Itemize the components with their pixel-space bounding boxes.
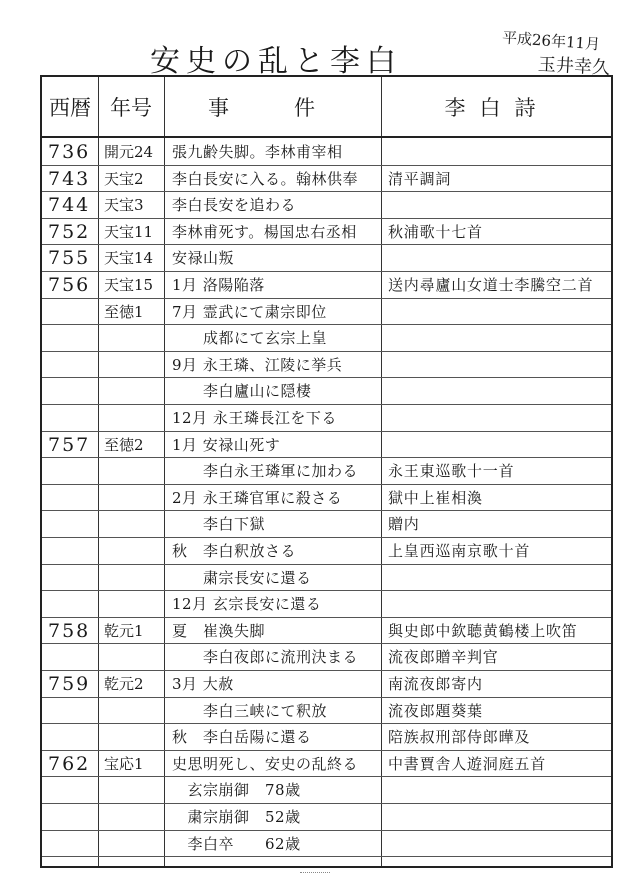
row-event-cell: 李白永王璘軍に加わる — [172, 462, 359, 481]
row-divider — [42, 351, 611, 352]
row-year-cell: 758 — [48, 619, 91, 642]
row-event-cell: 李白卒 62歳 — [172, 834, 301, 853]
row-divider — [42, 324, 611, 325]
row-era-cell: 天宝2 — [104, 169, 144, 188]
row-poem-cell: 陪族叔刑部侍郎曄及 — [388, 728, 531, 747]
header-event: 事 件 — [208, 96, 337, 120]
row-divider — [42, 431, 611, 432]
row-year-cell: 743 — [48, 167, 91, 190]
row-event-cell: 3月 大赦 — [172, 675, 234, 693]
row-poem-cell: 贈内 — [388, 515, 420, 534]
row-event-cell: 秋 李白釈放さる — [172, 542, 297, 560]
chronology-table — [40, 75, 613, 868]
row-event-cell: 安禄山叛 — [172, 249, 235, 268]
row-year-cell: 755 — [48, 247, 91, 270]
row-era-cell: 乾元1 — [104, 621, 144, 640]
row-divider — [42, 484, 611, 485]
row-event-cell: 李白長安に入る。翰林供奉 — [172, 169, 359, 188]
row-event-cell: 秋 李白岳陽に還る — [172, 728, 312, 747]
row-year-cell: 756 — [48, 274, 91, 296]
row-poem-cell: 中書賈舎人遊洞庭五首 — [388, 754, 547, 773]
row-event-cell: 李白廬山に隠棲 — [172, 382, 312, 401]
header-divider — [42, 136, 611, 138]
row-poem-cell: 上皇西巡南京歌十首 — [388, 542, 531, 560]
row-year-cell: 762 — [48, 752, 91, 775]
row-era-cell: 宝応1 — [104, 754, 144, 773]
row-divider — [42, 377, 611, 378]
row-divider — [42, 590, 611, 591]
row-event-cell: 12月 玄宗長安に還る — [172, 595, 322, 614]
row-event-cell: 李白三峡にて釈放 — [172, 701, 328, 720]
row-divider — [42, 750, 611, 751]
row-event-cell: 7月 霊武にて粛宗即位 — [172, 302, 327, 321]
footer-mark — [300, 872, 330, 879]
row-divider — [42, 803, 611, 804]
header-era: 年号 — [110, 96, 152, 120]
row-divider — [42, 298, 611, 299]
row-divider — [42, 457, 611, 458]
row-divider — [42, 271, 611, 272]
column-divider — [164, 77, 165, 866]
row-event-cell: 粛宗崩御 52歳 — [172, 808, 301, 826]
row-event-cell: 粛宗長安に還る — [172, 568, 312, 587]
row-divider — [42, 723, 611, 724]
row-event-cell: 9月 永王璘、江陵に挙兵 — [172, 355, 343, 374]
row-era-cell: 至徳2 — [104, 435, 144, 454]
row-divider — [42, 165, 611, 166]
row-poem-cell: 流夜郎贈辛判官 — [388, 648, 499, 667]
row-divider — [42, 537, 611, 538]
row-era-cell: 天宝3 — [104, 196, 144, 215]
column-divider — [98, 77, 99, 866]
row-era-cell: 至徳1 — [104, 302, 144, 321]
row-poem-cell: 與史郎中欽聴黄鶴楼上吹笛 — [388, 621, 578, 640]
document-title: 安史の乱と李白 — [150, 44, 402, 79]
row-event-cell: 2月 永王璘官軍に殺さる — [172, 488, 343, 507]
row-divider — [42, 776, 611, 777]
row-year-cell: 759 — [48, 673, 91, 695]
row-divider — [42, 697, 611, 698]
column-divider — [381, 77, 382, 866]
document-author: 玉井幸久 — [537, 54, 611, 79]
row-event-cell: 1月 洛陽陥落 — [172, 276, 265, 294]
row-divider — [42, 643, 611, 644]
row-era-cell: 開元24 — [104, 143, 154, 161]
row-event-cell: 張九齢失脚。李林甫宰相 — [172, 143, 343, 161]
row-poem-cell: 清平調詞 — [388, 169, 452, 188]
row-poem-cell: 南流夜郎寄内 — [388, 675, 483, 693]
row-divider — [42, 218, 611, 219]
row-divider — [42, 856, 611, 857]
row-year-cell: 757 — [48, 433, 91, 456]
row-year-cell: 744 — [48, 194, 91, 217]
row-event-cell: 夏 崔渙失脚 — [172, 621, 266, 640]
row-event-cell: 成都にて玄宗上皇 — [172, 329, 328, 348]
row-event-cell: 李白長安を追わる — [172, 196, 297, 215]
row-divider — [42, 617, 611, 618]
row-event-cell: 12月 永王璘長江を下る — [172, 409, 337, 427]
row-divider — [42, 510, 611, 511]
row-event-cell: 李林甫死す。楊国忠右丞相 — [172, 222, 357, 241]
row-divider — [42, 564, 611, 565]
row-poem-cell: 永王東巡歌十一首 — [388, 462, 515, 481]
row-event-cell: 玄宗崩御 78歳 — [172, 781, 301, 800]
row-divider — [42, 830, 611, 831]
row-divider — [42, 191, 611, 192]
row-event-cell: 1月 安禄山死す — [172, 435, 281, 454]
row-event-cell: 李白夜郎に流刑決まる — [172, 648, 359, 667]
row-era-cell: 天宝15 — [104, 276, 154, 294]
row-divider — [42, 404, 611, 405]
row-era-cell: 乾元2 — [104, 675, 144, 693]
row-poem-cell: 獄中上崔相渙 — [388, 488, 483, 507]
document-date: 平成26年11月 — [501, 28, 601, 54]
header-poem: 李白詩 — [444, 96, 550, 120]
row-event-cell: 史思明死し、安史の乱終る — [172, 754, 359, 773]
row-poem-cell: 送内尋廬山女道士李騰空二首 — [388, 276, 594, 294]
row-divider — [42, 670, 611, 671]
row-year-cell: 752 — [48, 220, 91, 243]
row-era-cell: 天宝11 — [104, 222, 154, 241]
row-poem-cell: 流夜郎題葵葉 — [388, 701, 483, 720]
row-year-cell: 736 — [48, 141, 91, 163]
row-divider — [42, 244, 611, 245]
row-poem-cell: 秋浦歌十七首 — [388, 222, 483, 241]
header-year: 西暦 — [49, 96, 91, 120]
row-era-cell: 天宝14 — [104, 249, 154, 268]
row-event-cell: 李白下獄 — [172, 515, 266, 534]
